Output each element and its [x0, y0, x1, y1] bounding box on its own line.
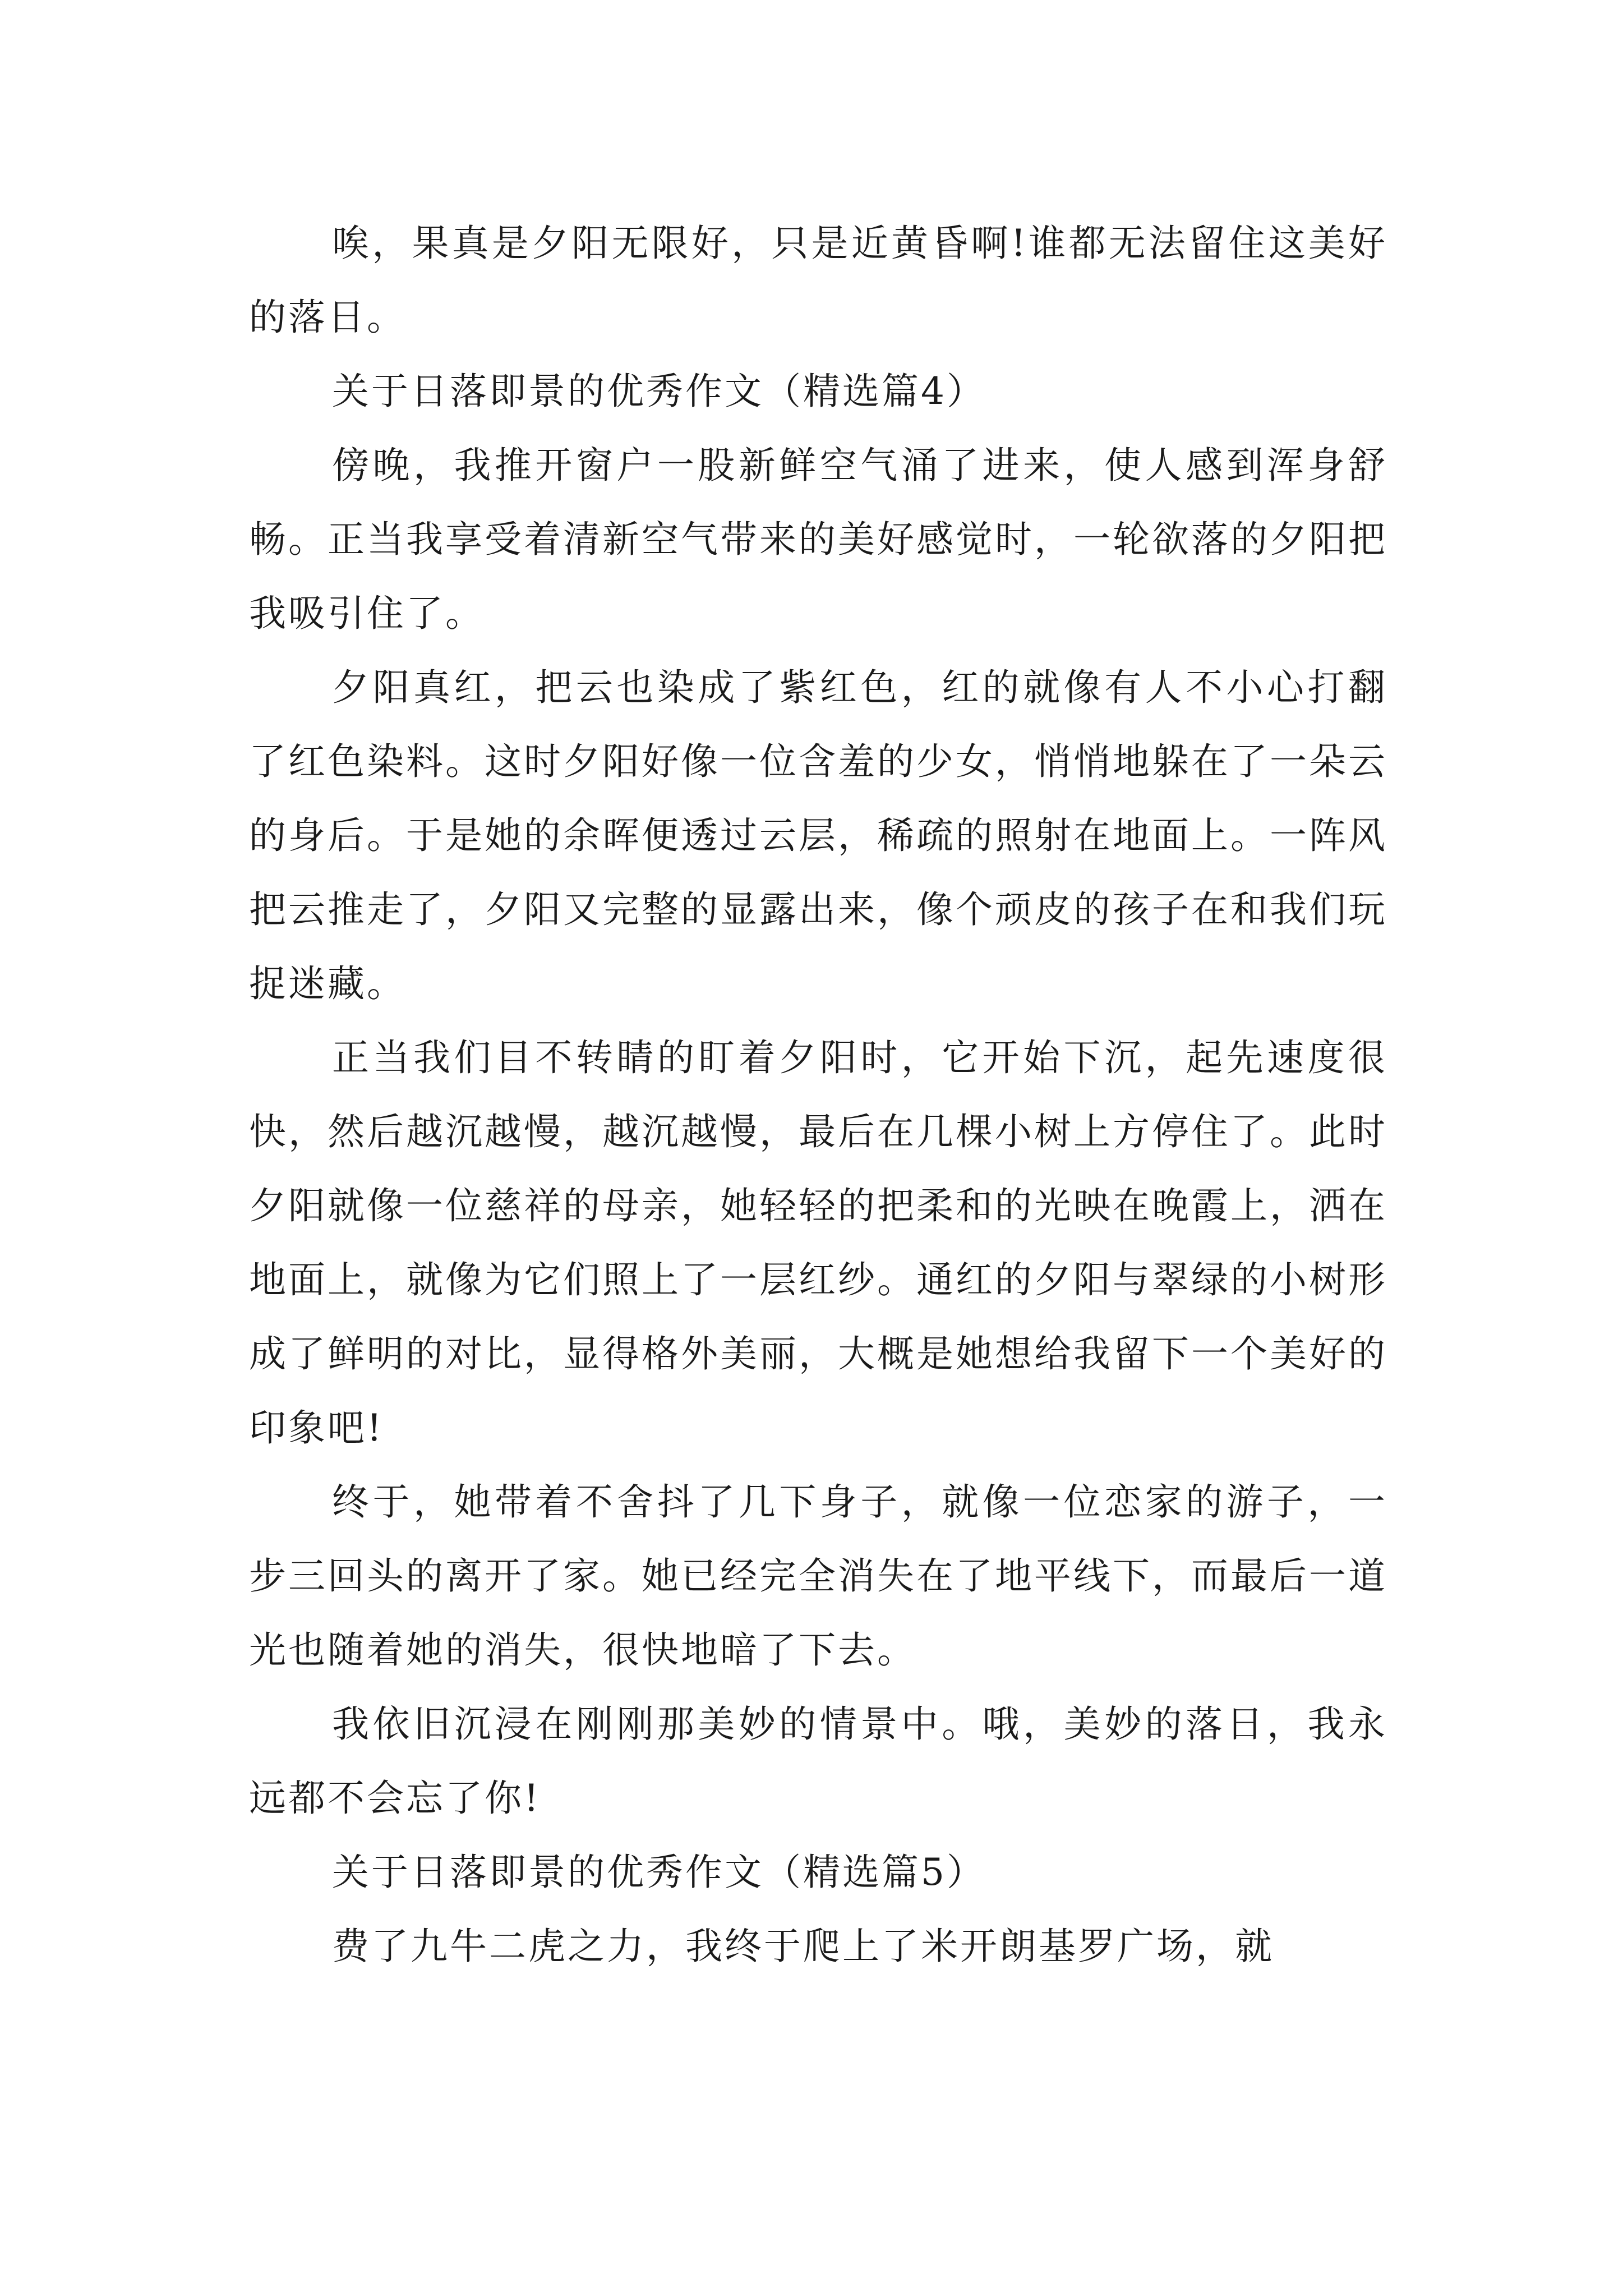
paragraph-4-4: 终于，她带着不舍抖了几下身子，就像一位恋家的游子，一步三回头的离开了家。她已经完全消失在了地平线下，而最后一道光也随着她的消失，很快地暗了下去。	[249, 1480, 1387, 1672]
paragraph-4-1: 傍晚，我推开窗户一股新鲜空气涌了进来，使人感到浑身舒畅。正当我享受着清新空气带来的美好感觉时，一轮欲落的夕阳把我吸引住了。	[249, 444, 1387, 635]
paragraph-4-5: 我依旧沉浸在刚刚那美妙的情景中。哦，美妙的落日，我永远都不会忘了你!	[249, 1703, 1387, 1820]
paragraph-closing-previous: 唉，果真是夕阳无限好，只是近黄昏啊!谁都无法留住这美好的落日。	[249, 222, 1387, 339]
paragraph-4-2: 夕阳真红，把云也染成了紫红色，红的就像有人不小心打翻了红色染料。这时夕阳好像一位含羞的少女，悄悄地躲在了一朵云的身后。于是她的余晖便透过云层，稀疏的照射在地面上。一阵风把云推走了，夕阳又完整的显露出来，像个顽皮的孩子在和我们玩捉迷藏。	[249, 666, 1387, 1005]
paragraph-5-1: 费了九牛二虎之力，我终于爬上了米开朗基罗广场，就	[332, 1925, 1274, 1968]
section-heading-4: 关于日落即景的优秀作文（精选篇4）	[332, 370, 986, 413]
paragraph-4-3: 正当我们目不转睛的盯着夕阳时，它开始下沉，起先速度很快，然后越沉越慢，越沉越慢，最后在几棵小树上方停住了。此时夕阳就像一位慈祥的母亲，她轻轻的把柔和的光映在晚霞上，洒在地面上，就像为它们照上了一层红纱。通红的夕阳与翠绿的小树形成了鲜明的对比，显得格外美丽，大概是她想给我留下一个美好的印象吧!	[249, 1036, 1387, 1450]
document-body	[249, 206, 1387, 1984]
section-heading-5: 关于日落即景的优秀作文（精选篇5）	[332, 1851, 986, 1894]
